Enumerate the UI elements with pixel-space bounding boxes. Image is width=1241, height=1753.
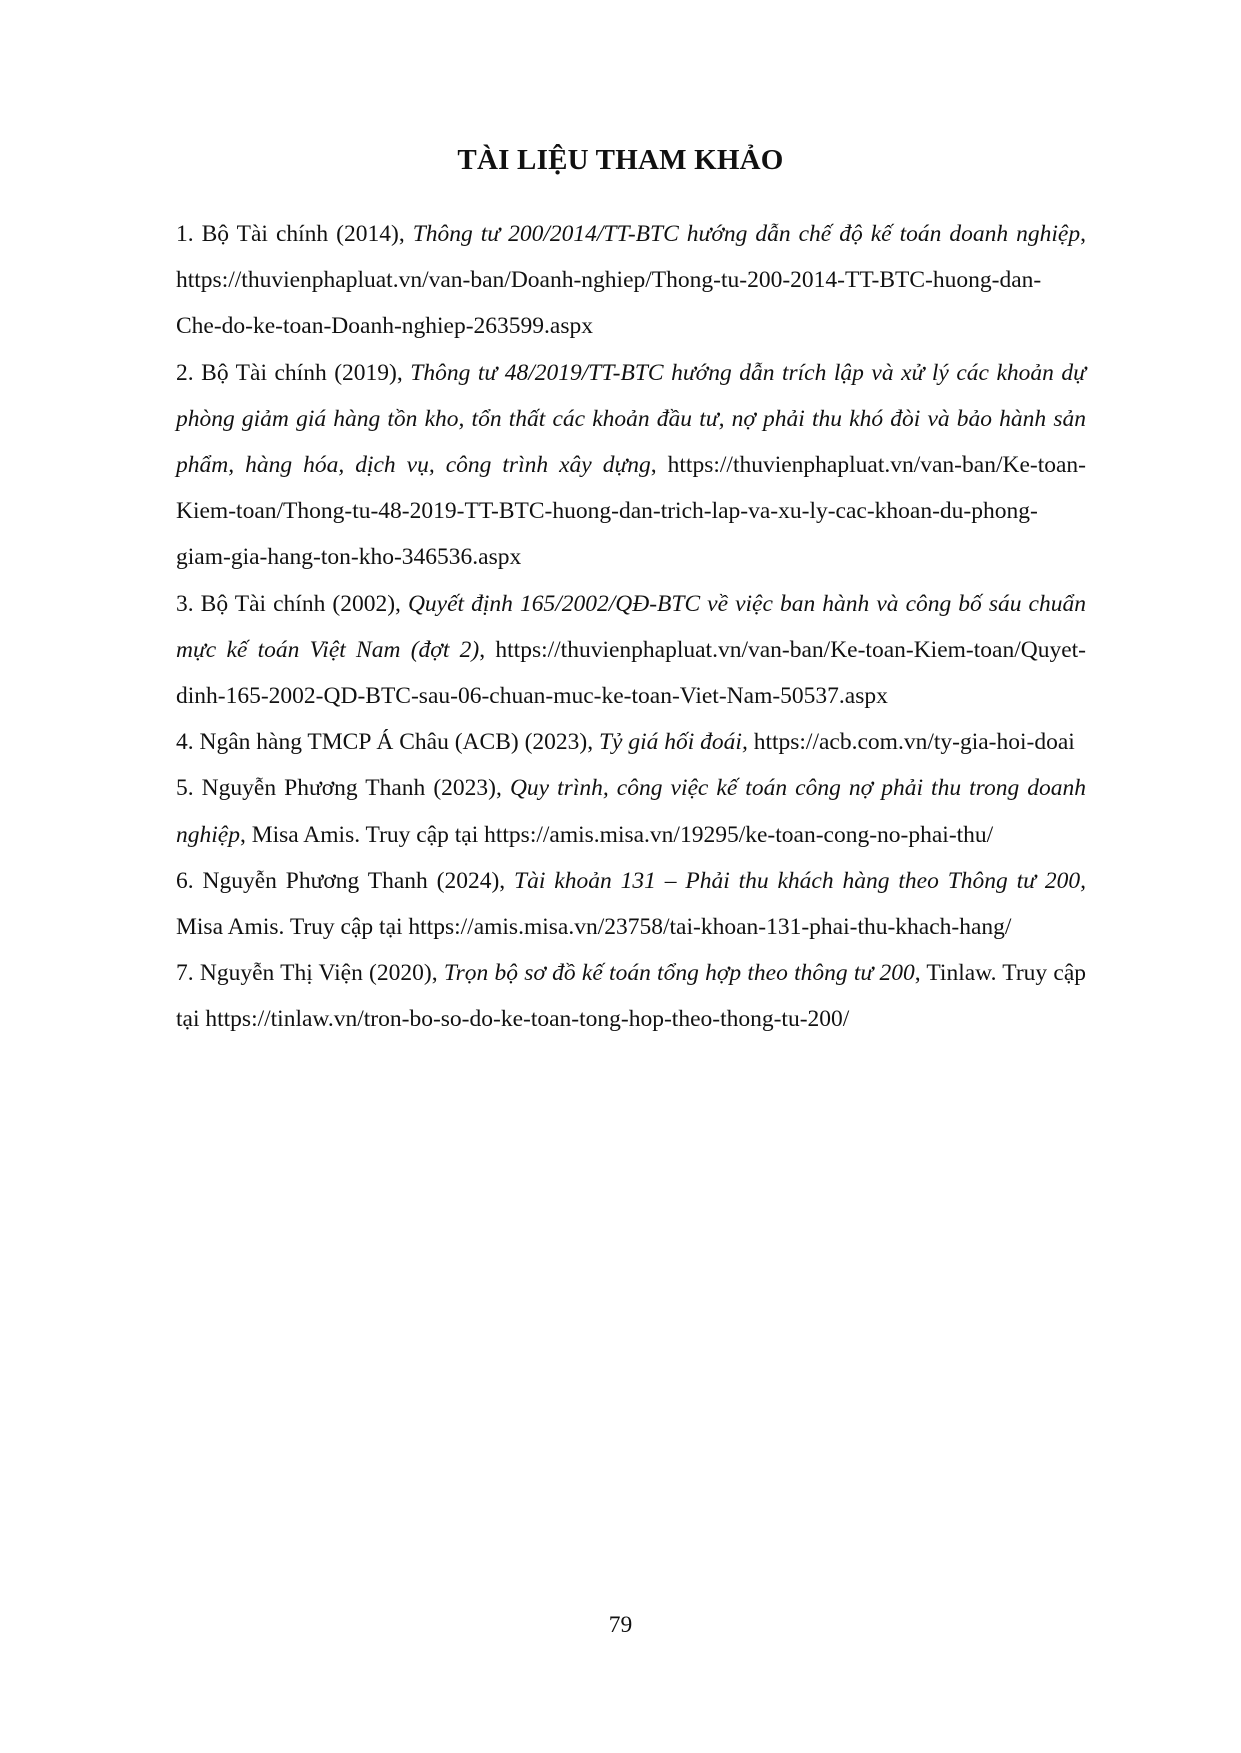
reference-title: Tài khoản 131 – Phải thu khách hàng theo Thông tư 200,	[514, 867, 1086, 894]
reference-author-year: 2. Bộ Tài chính (2019),	[176, 359, 411, 386]
reference-author-year: 5. Nguyễn Phương Thanh (2023),	[176, 775, 510, 802]
page-number: 79	[608, 1612, 633, 1638]
reference-source: Misa Amis. Truy cập tại https://amis.misa.vn/23758/tai-khoan-131-phai-thu-khach-hang/	[176, 914, 1012, 941]
reference-title: Thông tư 48/2019/TT-BTC hướng dẫn trích lập và xử lý các khoản dự phòng giảm giá hàng tồn kho, tổn thất các khoản đầu tư, nợ phải thu khó đòi và bảo hành sản phẩm, hàng hóa, dịch vụ, công trình xây dựng	[176, 359, 1086, 479]
reference-item-2	[176, 350, 1086, 581]
reference-author-year: 7. Nguyễn Thị Viện (2020),	[176, 960, 444, 987]
reference-item-6	[176, 858, 1086, 950]
reference-title: Quyết định 165/2002/QĐ-BTC về việc ban hành và công bố sáu chuẩn mực kế toán Việt Nam (đợt 2)	[176, 590, 1086, 663]
reference-source: , https://thuvienphapluat.vn/van-ban/Ke-toan-Kiem-toan/Quyet-dinh-165-2002-QD-BTC-sau-06-chuan-muc-ke-toan-Viet-Nam-50537.aspx	[176, 636, 1086, 710]
reference-source: , Tinlaw. Truy cập tại https://tinlaw.vn/tron-bo-so-do-ke-toan-tong-hop-theo-thong-tu-200/	[176, 960, 1087, 1033]
reference-title: Quy trình, công việc kế toán công nợ phải thu trong doanh nghiệp	[176, 775, 1087, 848]
reference-author-year: 1. Bộ Tài chính (2014),	[176, 221, 413, 247]
reference-source: , https://thuvienphapluat.vn/van-ban/Ke-toan-Kiem-toan/Thong-tu-48-2019-TT-BTC-huong-dan-trich-lap-va-xu-ly-cac-khoan-du-phong-giam-gia-hang-ton-kho-346536.aspx	[176, 452, 1086, 571]
reference-item-1	[176, 211, 1086, 350]
reference-source: , https://thuvienphapluat.vn/van-ban/Doanh-nghiep/Thong-tu-200-2014-TT-BTC-huong-dan-Che-do-ke-toan-Doanh-nghiep-263599.aspx	[176, 221, 1086, 340]
reference-item-7	[176, 950, 1086, 1042]
reference-author-year: 4. Ngân hàng TMCP Á Châu (ACB) (2023),	[176, 729, 599, 756]
reference-item-3	[176, 581, 1086, 720]
reference-title: Thông tư 200/2014/TT-BTC hướng dẫn chế độ kế toán doanh nghiệp	[412, 221, 1081, 247]
reference-author-year: 6. Nguyễn Phương Thanh (2024),	[176, 867, 515, 894]
reference-list	[176, 211, 1086, 1043]
reference-item-5	[176, 765, 1086, 857]
reference-item-4	[176, 719, 1086, 765]
page-title: TÀI LIỆU THAM KHẢO	[457, 144, 784, 176]
reference-author-year: 3. Bộ Tài chính (2002),	[176, 590, 408, 617]
reference-title: Trọn bộ sơ đồ kế toán tổng hợp theo thông tư 200	[443, 960, 915, 987]
reference-source: https://acb.com.vn/ty-gia-hoi-doai	[747, 729, 1075, 756]
reference-source: , Misa Amis. Truy cập tại https://amis.misa.vn/19295/ke-toan-cong-no-phai-thu/	[239, 821, 994, 848]
reference-title: Tỷ giá hối đoái,	[598, 729, 748, 756]
